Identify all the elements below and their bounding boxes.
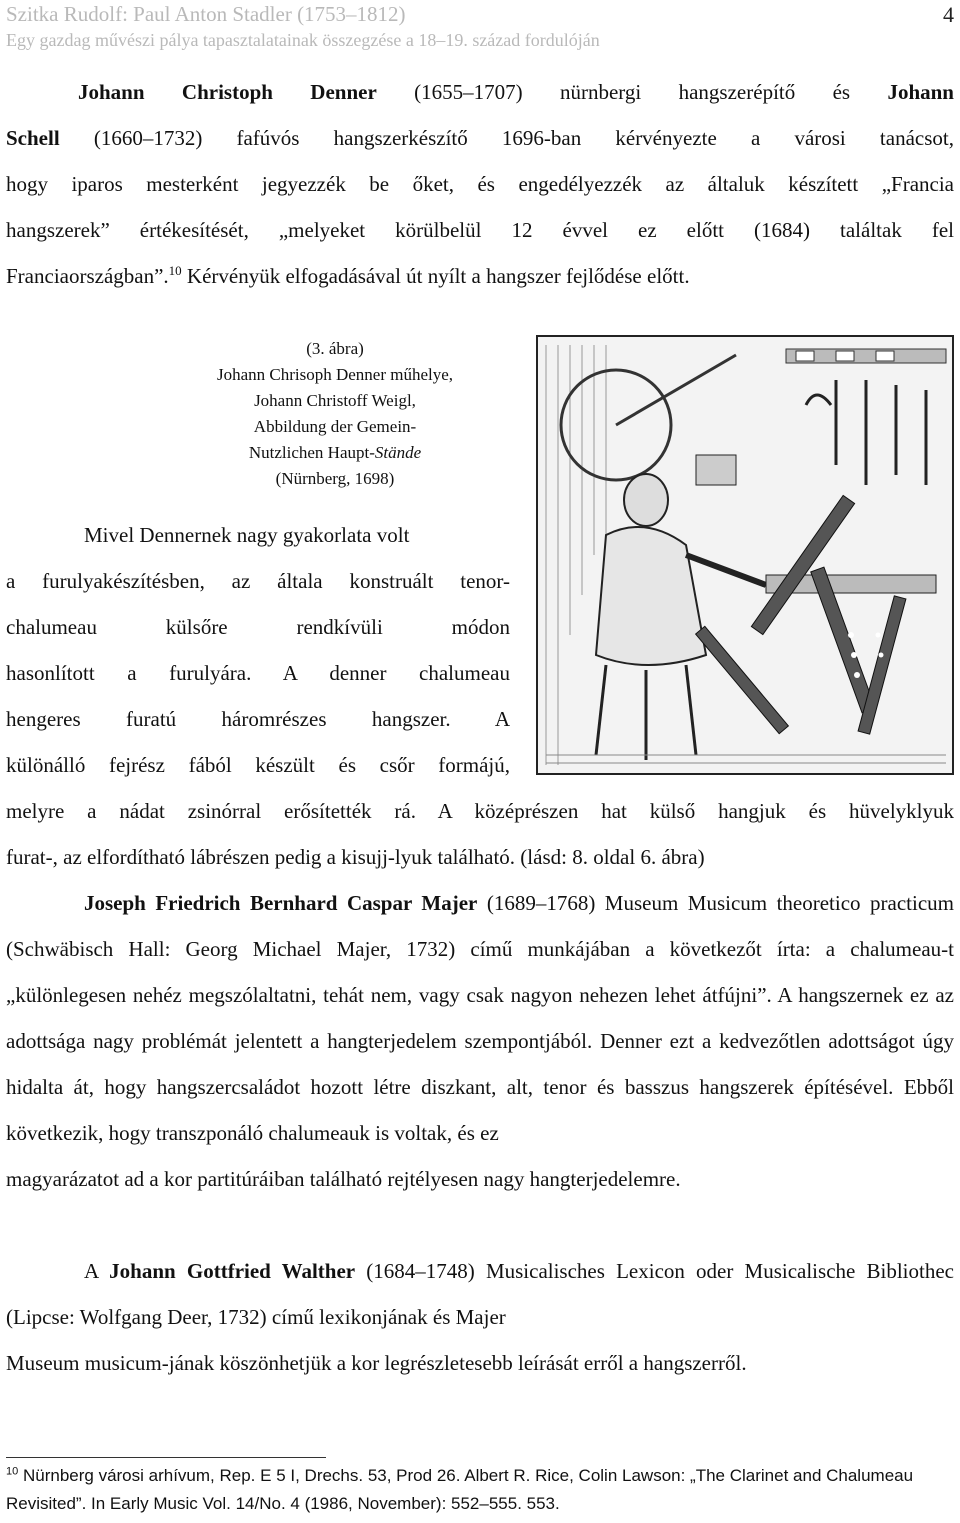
paragraph-chalumeau-continued (6, 788, 954, 880)
bold-name: Joseph Friedrich Bernhard Caspar Majer (84, 891, 478, 915)
caption-line: Johann Christoff Weigl, (254, 391, 416, 410)
text-run: (1660–1732) fafúvós hangszerkészítő 1696-ban kérvényezte a városi tanácsot, (59, 126, 954, 150)
footnote-number: 10 (6, 1465, 19, 1478)
text-run: Nutzlichen Haupt- (248, 443, 375, 462)
workshop-engraving-image (536, 335, 954, 775)
text-run: (1684–1748) Musicalisches Lexicon oder Musicalische Bibliothec (Lipcse: Wolfgang Deer, 1732) című lexikonjának és Majer (6, 1259, 954, 1329)
text-run: (1655–1707) nürnbergi hangszerépítő és (376, 80, 888, 104)
text-line (6, 115, 954, 161)
text-run: Franciaországban”. (6, 264, 169, 288)
text-run: (1689–1768) Museum Musicum theoretico practicum (Schwäbisch Hall: Georg Michael Majer, 1732) című munkájában a következőt írta: a chalumeau-t „különlegesen nehéz megszólaltatni, tehát nem, vagy csak nagyon nehezen lehet átfújni”. A hangszernek ez az adottsága nagy problémát jelentett a hangterjedelem szempontjából. Denner ezt a kedvezőtlen adottságot úgy hidalta át, hogy hangszercsaládot hozott létre diszkant, alt, tenor és basszus hangszerek építésével. Ebből következik, hogy transzponáló chalumeauk is voltak, és ez (6, 891, 954, 1145)
text-line: magyarázatot ad a kor partitúráiban található rejtélyesen nagy hangterjedelemre. (6, 1167, 681, 1191)
caption-line (170, 440, 500, 466)
header-subtitle: Egy gazdag művészi pálya tapasztalatainak összegzése a 18–19. század fordulóján (6, 30, 600, 50)
bold-name: Johann Gottfried Walther (109, 1259, 356, 1283)
paragraph-denner-intro (6, 69, 954, 299)
text-line: chalumeau külsőre rendkívüli módon (6, 615, 510, 639)
text-line: melyre a nádat zsinórral erősítették rá. A középrészen hat külső hangjuk és hüvelyklyuk (6, 799, 954, 823)
caption-line: (Nürnberg, 1698) (275, 469, 395, 488)
footnote-rule (6, 1457, 326, 1458)
text-line: Mivel Dennernek nagy gyakorlata volt (84, 523, 410, 547)
paragraph-walther (6, 1248, 954, 1386)
bold-name: Schell (6, 126, 60, 150)
caption-label: (3. ábra) (306, 339, 364, 358)
bold-name: Johann Christoph Denner (78, 80, 377, 104)
page-number: 4 (943, 2, 954, 27)
text-line: hengeres furatú háromrészes hangszer. A (6, 707, 510, 731)
text-line: hangszerek” értékesítését, „melyeket körülbelül 12 évvel ez előtt (1684) találtak fel (6, 218, 954, 242)
text-line: hasonlított a furulyára. A denner chalumeau (6, 661, 510, 685)
text-line: különálló fejrész fából készült és csőr formájú, (6, 753, 510, 777)
text-run: Kérvényük elfogadásával út nyílt a hangszer fejlődése előtt. (181, 264, 690, 288)
text-line: hogy iparos mesterként jegyezzék be őket, és engedélyezzék az általuk készített „Francia (6, 172, 954, 196)
text-line: furat-, az elfordítható lábrészen pedig a kisujj-lyuk található. (lásd: 8. oldal 6. ábra) (6, 845, 705, 869)
caption-line: Johann Chrisoph Denner műhelye, (216, 365, 454, 384)
figure-caption (170, 336, 500, 492)
footnote (6, 1462, 954, 1518)
text-line (6, 253, 954, 299)
paragraph-chalumeau-description (6, 512, 510, 788)
italic-run: Stände (374, 443, 422, 462)
text-line: a furulyakészítésben, az általa konstruált tenor- (6, 569, 510, 593)
paragraph-majer (6, 880, 954, 1202)
text-block (6, 880, 954, 1156)
text-run: A (84, 1259, 110, 1283)
footnote-text: Nürnberg városi arhívum, Rep. E 5 I, Drechs. 53, Prod 26. Albert R. Rice, Colin Lawson: „The Clarinet and Chalumeau Revisited”. In Early Music Vol. 14/No. 4 (1986, November): 552–555. 553. (6, 1466, 914, 1513)
text-block (6, 1248, 954, 1340)
text-line: Museum musicum-jának köszönhetjük a kor legrészletesebb leírását erről a hangszerről. (6, 1351, 747, 1375)
footnote-ref[interactable]: 10 (168, 263, 182, 278)
text-line (6, 69, 954, 115)
bold-name: Johann (887, 80, 954, 104)
header-title: Szitka Rudolf: Paul Anton Stadler (1753–1812) (6, 2, 406, 26)
caption-line: Abbildung der Gemein- (253, 417, 417, 436)
